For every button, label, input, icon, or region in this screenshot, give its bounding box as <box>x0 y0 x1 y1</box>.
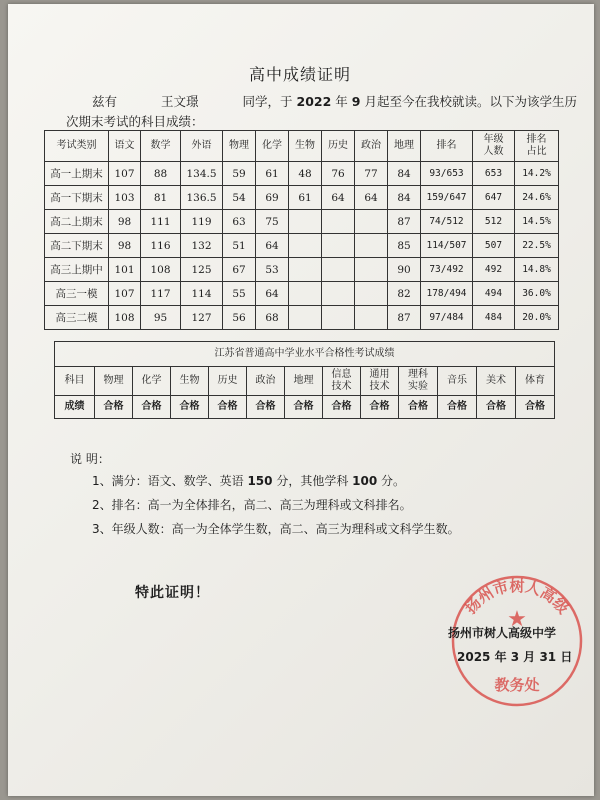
result-cell: 合格 <box>95 396 133 419</box>
score-cell: 59 <box>223 162 256 186</box>
score-cell: 492 <box>473 258 515 282</box>
score-cell: 85 <box>388 234 421 258</box>
score-cell: 93/653 <box>421 162 473 186</box>
table-row <box>45 162 559 186</box>
exam-name: 高三一模 <box>45 282 109 306</box>
note-1-a: 1、满分：语文、数学、英语 <box>92 474 248 488</box>
exam-name: 高二下期末 <box>45 234 109 258</box>
score-cell: 178/494 <box>421 282 473 306</box>
score-cell: 134.5 <box>181 162 223 186</box>
table-row <box>45 306 559 330</box>
intro-text-b: 年 <box>331 94 352 109</box>
score-cell: 119 <box>181 210 223 234</box>
subject-header: 通用 技术 <box>361 367 399 396</box>
score-cell: 108 <box>109 306 141 330</box>
score-cell: 512 <box>473 210 515 234</box>
result-cell: 合格 <box>247 396 285 419</box>
table-row <box>45 186 559 210</box>
column-header: 化学 <box>256 131 289 162</box>
score-cell: 56 <box>223 306 256 330</box>
score-cell: 653 <box>473 162 515 186</box>
score-cell: 51 <box>223 234 256 258</box>
proficiency-result-row <box>55 396 555 419</box>
score-cell: 64 <box>256 282 289 306</box>
score-cell: 20.0% <box>515 306 559 330</box>
school-signature: 扬州市树人高级中学 <box>448 626 557 640</box>
document-title: 高中成绩证明 <box>248 65 351 84</box>
score-cell: 48 <box>289 162 322 186</box>
issue-date: 2025 年 3 月 31 日 <box>457 650 573 664</box>
subject-header: 理科 实验 <box>399 367 438 396</box>
score-cell: 24.6% <box>515 186 559 210</box>
score-cell: 117 <box>141 282 181 306</box>
score-cell: 101 <box>109 258 141 282</box>
score-cell: 116 <box>141 234 181 258</box>
subject-header: 政治 <box>247 367 285 396</box>
intro-line-2: 次期末考试的科目成绩： <box>66 114 204 129</box>
table-row <box>45 282 559 306</box>
score-cell: 484 <box>473 306 515 330</box>
subject-header: 历史 <box>209 367 247 396</box>
score-cell: 67 <box>223 258 256 282</box>
score-cell: 507 <box>473 234 515 258</box>
score-cell: 77 <box>355 162 388 186</box>
subject-header: 科目 <box>55 367 95 396</box>
score-cell: 84 <box>388 162 421 186</box>
result-cell: 成绩 <box>55 396 95 419</box>
seal-star: ★ <box>507 607 527 632</box>
score-cell: 87 <box>388 306 421 330</box>
score-cell: 88 <box>141 162 181 186</box>
note-1 <box>92 474 405 488</box>
score-cell: 125 <box>181 258 223 282</box>
score-cell: 114 <box>181 282 223 306</box>
score-cell <box>289 282 322 306</box>
column-header: 地理 <box>388 131 421 162</box>
proficiency-caption: 江苏省普通高中学业水平合格性考试成绩 <box>55 342 555 367</box>
score-cell <box>322 234 355 258</box>
score-cell: 97/484 <box>421 306 473 330</box>
enroll-year: 2022 <box>296 94 332 109</box>
subject-header: 地理 <box>285 367 323 396</box>
column-header: 政治 <box>355 131 388 162</box>
exam-name: 高三上期中 <box>45 258 109 282</box>
column-header: 生物 <box>289 131 322 162</box>
result-cell: 合格 <box>285 396 323 419</box>
score-cell: 87 <box>388 210 421 234</box>
exam-name: 高二上期末 <box>45 210 109 234</box>
proficiency-exam-table <box>54 341 555 419</box>
score-cell: 95 <box>141 306 181 330</box>
column-header: 排名 占比 <box>515 131 559 162</box>
score-cell <box>289 258 322 282</box>
subject-header: 物理 <box>95 367 133 396</box>
seal-text-bottom: 教务处 <box>494 676 540 694</box>
intro-text-c: 月起至今在我校就读。以下为该学生历 <box>360 94 577 109</box>
score-cell <box>355 258 388 282</box>
table-row <box>45 258 559 282</box>
score-cell: 64 <box>256 234 289 258</box>
subject-header: 信息 技术 <box>323 367 361 396</box>
score-cell: 81 <box>141 186 181 210</box>
table-row <box>45 234 559 258</box>
score-cell: 64 <box>355 186 388 210</box>
score-cell: 136.5 <box>181 186 223 210</box>
column-header: 考试类别 <box>45 131 109 162</box>
official-seal <box>442 566 592 716</box>
score-cell <box>322 258 355 282</box>
certify-statement: 特此证明！ <box>135 585 210 601</box>
column-header: 数学 <box>141 131 181 162</box>
score-cell: 107 <box>109 162 141 186</box>
score-cell: 82 <box>388 282 421 306</box>
score-cell <box>322 282 355 306</box>
result-cell: 合格 <box>438 396 477 419</box>
score-cell <box>355 306 388 330</box>
score-cell <box>355 210 388 234</box>
score-cell: 22.5% <box>515 234 559 258</box>
note-3: 3、年级人数：高一为全体学生数，高二、高三为理科或文科学生数。 <box>92 522 460 536</box>
score-cell: 90 <box>388 258 421 282</box>
score-cell: 14.5% <box>515 210 559 234</box>
note-1-d: 100 <box>352 474 378 488</box>
column-header: 年级 人数 <box>473 131 515 162</box>
proficiency-caption-row <box>55 342 555 367</box>
score-cell: 114/507 <box>421 234 473 258</box>
student-name: 王文璟 <box>161 94 199 109</box>
score-cell <box>322 210 355 234</box>
score-cell: 647 <box>473 186 515 210</box>
enroll-month: 9 <box>351 94 361 109</box>
score-cell: 69 <box>256 186 289 210</box>
subject-header: 化学 <box>133 367 171 396</box>
score-cell: 64 <box>322 186 355 210</box>
score-cell: 98 <box>109 210 141 234</box>
score-cell: 54 <box>223 186 256 210</box>
subject-header: 音乐 <box>438 367 477 396</box>
result-cell: 合格 <box>516 396 555 419</box>
score-cell: 84 <box>388 186 421 210</box>
exam-name: 高三二模 <box>45 306 109 330</box>
table-row <box>45 210 559 234</box>
score-cell: 73/492 <box>421 258 473 282</box>
note-1-c: 分，其他学科 <box>272 474 353 488</box>
intro-text-a: 同学，于 <box>242 94 297 109</box>
score-cell: 63 <box>223 210 256 234</box>
score-cell: 127 <box>181 306 223 330</box>
result-cell: 合格 <box>171 396 209 419</box>
result-cell: 合格 <box>209 396 247 419</box>
score-cell: 107 <box>109 282 141 306</box>
score-cell: 98 <box>109 234 141 258</box>
result-cell: 合格 <box>477 396 516 419</box>
score-cell <box>289 234 322 258</box>
score-cell <box>355 282 388 306</box>
score-cell <box>355 234 388 258</box>
grades-table <box>44 130 559 330</box>
column-header: 物理 <box>223 131 256 162</box>
score-cell: 14.8% <box>515 258 559 282</box>
exam-name: 高一下期末 <box>45 186 109 210</box>
column-header: 排名 <box>421 131 473 162</box>
score-cell <box>289 306 322 330</box>
intro-line-1 <box>92 92 577 110</box>
score-cell: 61 <box>256 162 289 186</box>
subject-header: 体育 <box>516 367 555 396</box>
subject-header: 美术 <box>477 367 516 396</box>
score-cell: 14.2% <box>515 162 559 186</box>
notes-heading: 说 明： <box>70 452 110 466</box>
score-cell: 103 <box>109 186 141 210</box>
result-cell: 合格 <box>323 396 361 419</box>
score-cell: 61 <box>289 186 322 210</box>
score-cell: 36.0% <box>515 282 559 306</box>
score-cell: 108 <box>141 258 181 282</box>
column-header: 历史 <box>322 131 355 162</box>
score-cell: 494 <box>473 282 515 306</box>
score-cell: 68 <box>256 306 289 330</box>
score-cell: 111 <box>141 210 181 234</box>
score-cell <box>289 210 322 234</box>
note-2: 2、排名：高一为全体排名，高二、高三为理科或文科排名。 <box>92 498 412 512</box>
result-cell: 合格 <box>399 396 438 419</box>
grades-header-row <box>45 131 559 162</box>
exam-name: 高一上期末 <box>45 162 109 186</box>
subject-header: 生物 <box>171 367 209 396</box>
proficiency-header-row <box>55 367 555 396</box>
score-cell: 159/647 <box>421 186 473 210</box>
score-cell: 53 <box>256 258 289 282</box>
score-cell: 76 <box>322 162 355 186</box>
seal-text-top: 扬州市树人高级 <box>461 577 573 618</box>
column-header: 语文 <box>109 131 141 162</box>
note-1-b: 150 <box>247 474 273 488</box>
score-cell: 75 <box>256 210 289 234</box>
result-cell: 合格 <box>361 396 399 419</box>
score-cell <box>322 306 355 330</box>
note-1-e: 分。 <box>377 474 406 488</box>
result-cell: 合格 <box>133 396 171 419</box>
score-cell: 55 <box>223 282 256 306</box>
score-cell: 74/512 <box>421 210 473 234</box>
intro-prefix: 兹有 <box>92 94 118 109</box>
score-cell: 132 <box>181 234 223 258</box>
column-header: 外语 <box>181 131 223 162</box>
